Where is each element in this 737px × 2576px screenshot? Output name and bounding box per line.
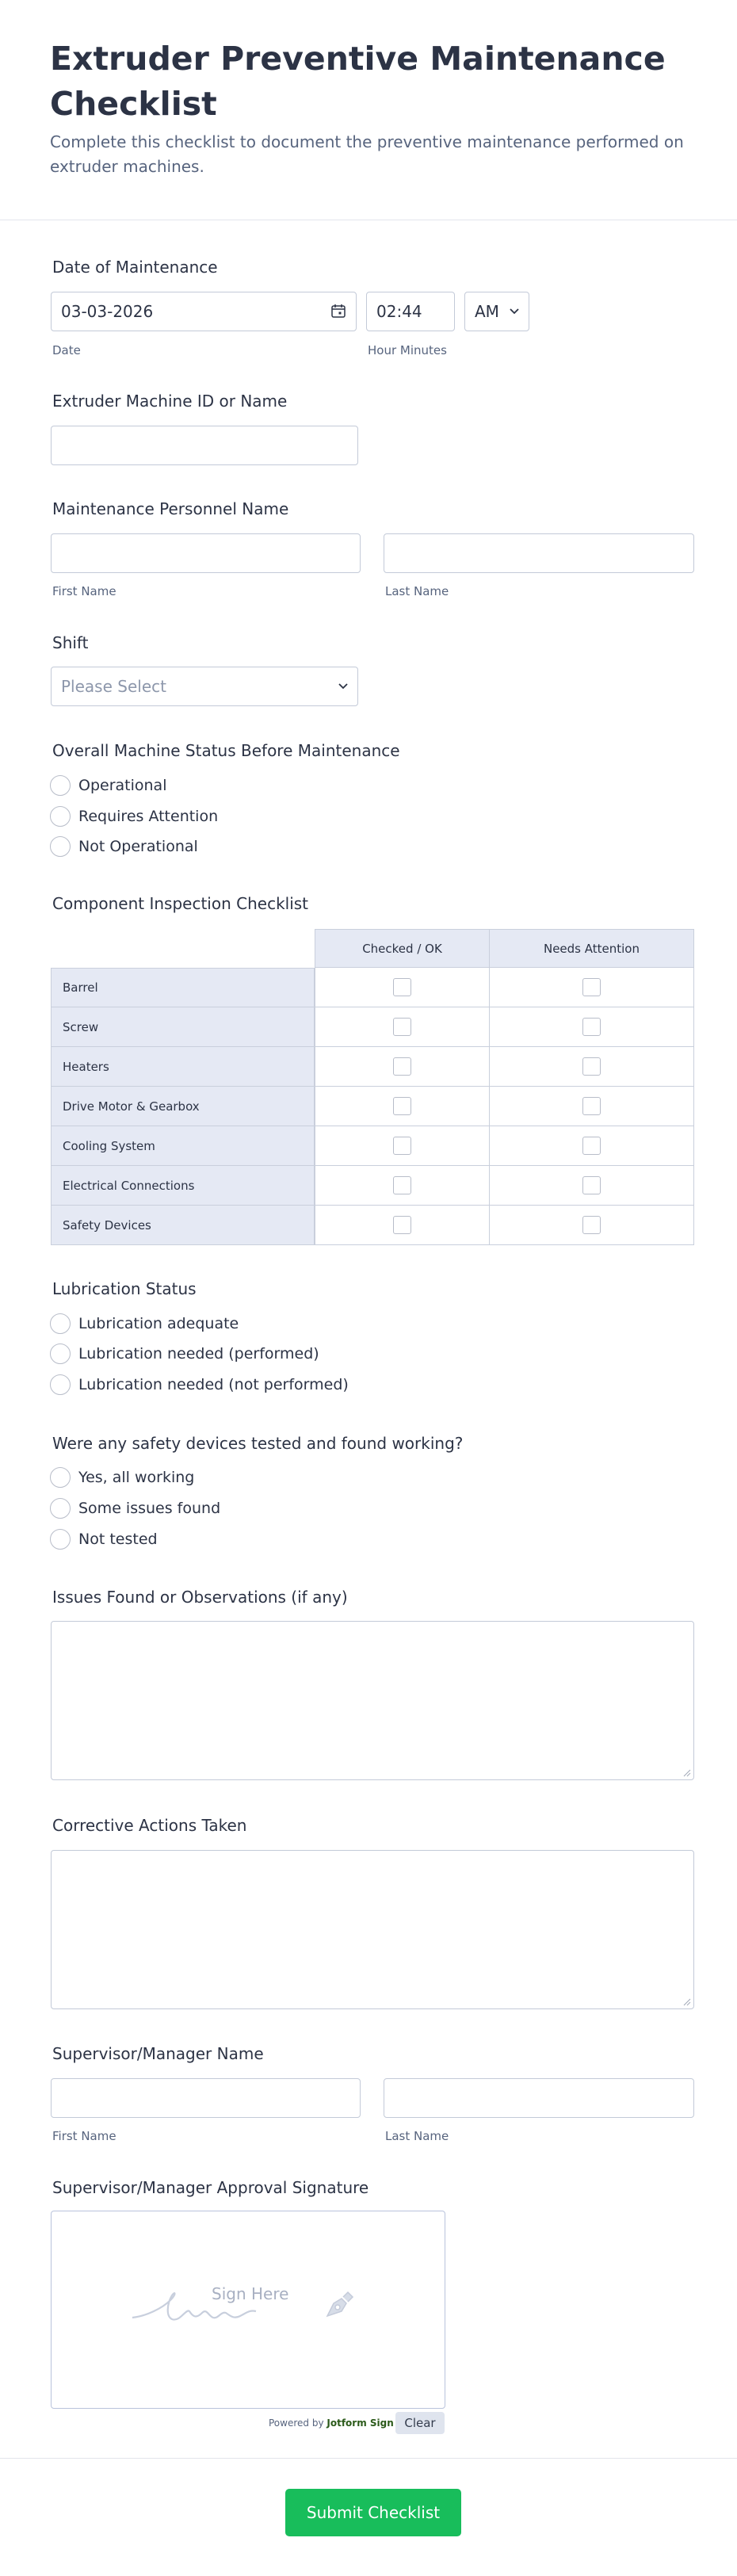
matrix-row-label: Heaters [51, 1047, 315, 1087]
clear-signature-button[interactable]: Clear [395, 2412, 445, 2434]
checkbox[interactable] [582, 1176, 601, 1194]
footer-divider [0, 2458, 737, 2459]
matrix-cell [315, 1007, 490, 1047]
matrix-cell [315, 1126, 490, 1166]
checkbox[interactable] [582, 1216, 601, 1234]
supervisor-label: Supervisor/Manager Name [52, 2044, 264, 2063]
date-sublabel: Date [52, 343, 81, 357]
radio-label: Not Operational [78, 838, 198, 855]
component-checklist-label: Component Inspection Checklist [52, 894, 309, 913]
personnel-label: Maintenance Personnel Name [52, 499, 289, 518]
checkbox[interactable] [582, 1057, 601, 1076]
pen-nib-icon [323, 2287, 356, 2321]
lubrication-option[interactable] [50, 1343, 319, 1365]
supervisor-last-name-field[interactable] [384, 2079, 693, 2117]
matrix-cell [315, 1087, 490, 1126]
overall-status-option[interactable] [50, 835, 198, 858]
radio-button[interactable] [50, 806, 71, 827]
safety-devices-option[interactable] [50, 1497, 220, 1519]
machine-id-field[interactable] [52, 426, 357, 464]
safety-devices-label: Were any safety devices tested and found working? [52, 1434, 464, 1453]
overall-status-option[interactable] [50, 774, 166, 797]
checkbox[interactable] [582, 978, 601, 996]
checkbox[interactable] [393, 1018, 411, 1036]
radio-label: Some issues found [78, 1500, 221, 1517]
matrix-row-label: Cooling System [51, 1126, 315, 1166]
lubrication-option[interactable] [50, 1313, 239, 1335]
matrix-cell [490, 968, 694, 1007]
signature-pad[interactable] [51, 2211, 445, 2409]
supervisor-first-sublabel: First Name [52, 2129, 116, 2143]
signature-label: Supervisor/Manager Approval Signature [52, 2178, 369, 2197]
powered-by-brand[interactable]: Jotform Sign [326, 2417, 394, 2429]
radio-label: Requires Attention [78, 808, 219, 825]
matrix-row-label: Screw [51, 1007, 315, 1047]
radio-label: Lubrication needed (not performed) [78, 1376, 349, 1393]
radio-button[interactable] [50, 1374, 71, 1395]
matrix-row-label: Safety Devices [51, 1206, 315, 1245]
machine-id-input[interactable] [51, 426, 358, 465]
supervisor-last-sublabel: Last Name [385, 2129, 449, 2143]
matrix-cell [490, 1007, 694, 1047]
machine-id-label: Extruder Machine ID or Name [52, 392, 288, 411]
personnel-last-name-input[interactable] [384, 533, 694, 573]
issues-textarea[interactable] [51, 1621, 694, 1780]
matrix-cell [490, 1206, 694, 1245]
matrix-cell [490, 1047, 694, 1087]
ampm-select[interactable] [464, 292, 529, 331]
safety-devices-option[interactable] [50, 1528, 158, 1550]
corrective-label: Corrective Actions Taken [52, 1816, 247, 1835]
powered-by [269, 2417, 394, 2429]
overall-status-option[interactable] [50, 805, 218, 827]
radio-button[interactable] [50, 1313, 71, 1334]
matrix-row-label: Electrical Connections [51, 1166, 315, 1206]
radio-button[interactable] [50, 836, 71, 857]
form-header [0, 0, 737, 220]
matrix-column-header: Needs Attention [490, 929, 694, 968]
lubrication-option[interactable] [50, 1374, 349, 1396]
time-value: 02:44 [376, 302, 422, 321]
matrix-column-header: Checked / OK [315, 929, 490, 968]
supervisor-last-name-input[interactable] [384, 2078, 694, 2118]
personnel-first-name-field[interactable] [52, 534, 360, 572]
checkbox[interactable] [393, 1097, 411, 1115]
matrix-cell [315, 1206, 490, 1245]
checkbox[interactable] [582, 1018, 601, 1036]
matrix-cell [490, 1087, 694, 1126]
radio-label: Not tested [78, 1531, 158, 1548]
shift-label: Shift [52, 633, 89, 652]
sign-here-placeholder: Sign Here [212, 2284, 289, 2303]
matrix-row-label: Barrel [51, 968, 315, 1007]
powered-by-prefix: Powered by [269, 2417, 324, 2429]
radio-button[interactable] [50, 1498, 71, 1519]
personnel-last-sublabel: Last Name [385, 584, 449, 598]
matrix-cell [315, 1166, 490, 1206]
checkbox[interactable] [393, 1216, 411, 1234]
resize-handle-icon[interactable] [683, 1769, 691, 1777]
calendar-icon[interactable] [330, 303, 346, 319]
radio-label: Lubrication adequate [78, 1315, 239, 1332]
form-title: Extruder Preventive Maintenance Checklist [50, 40, 666, 123]
personnel-last-name-field[interactable] [384, 534, 693, 572]
corrective-textarea[interactable] [51, 1850, 694, 2009]
lubrication-label: Lubrication Status [52, 1279, 197, 1298]
time-input[interactable] [366, 292, 455, 331]
supervisor-first-name-input[interactable] [51, 2078, 361, 2118]
matrix-cell [315, 1047, 490, 1087]
supervisor-first-name-field[interactable] [52, 2079, 360, 2117]
checkbox[interactable] [582, 1097, 601, 1115]
time-sublabel: Hour Minutes [368, 343, 447, 357]
chevron-down-icon [337, 679, 349, 692]
checkbox[interactable] [582, 1137, 601, 1155]
matrix-cell [315, 968, 490, 1007]
radio-label: Lubrication needed (performed) [78, 1345, 319, 1363]
overall-status-label: Overall Machine Status Before Maintenance [52, 741, 400, 760]
radio-button[interactable] [50, 1529, 71, 1550]
matrix-row-label: Drive Motor & Gearbox [51, 1087, 315, 1126]
personnel-first-sublabel: First Name [52, 584, 116, 598]
chevron-down-icon [508, 304, 521, 317]
submit-button[interactable]: Submit Checklist [285, 2489, 461, 2536]
radio-label: Operational [78, 777, 167, 794]
checkbox[interactable] [393, 1057, 411, 1076]
checkbox[interactable] [393, 1137, 411, 1155]
date-value: 03-03-2026 [61, 302, 154, 321]
date-label: Date of Maintenance [52, 258, 218, 277]
checkbox[interactable] [393, 978, 411, 996]
radio-button[interactable] [50, 1467, 71, 1488]
resize-handle-icon[interactable] [683, 1998, 691, 2006]
form-subtitle: Complete this checklist to document the preventive maintenance performed on extruder machines. [50, 132, 684, 176]
ampm-value: AM [475, 302, 499, 321]
radio-label: Yes, all working [78, 1469, 195, 1486]
shift-placeholder: Please Select [61, 677, 166, 696]
matrix-cell [490, 1126, 694, 1166]
checkbox[interactable] [393, 1176, 411, 1194]
date-input[interactable] [51, 292, 357, 331]
matrix-cell [490, 1166, 694, 1206]
radio-button[interactable] [50, 775, 71, 796]
radio-button[interactable] [50, 1343, 71, 1364]
personnel-first-name-input[interactable] [51, 533, 361, 573]
shift-select[interactable] [51, 667, 358, 706]
safety-devices-option[interactable] [50, 1466, 194, 1489]
issues-label: Issues Found or Observations (if any) [52, 1588, 348, 1607]
component-matrix [51, 929, 694, 1245]
